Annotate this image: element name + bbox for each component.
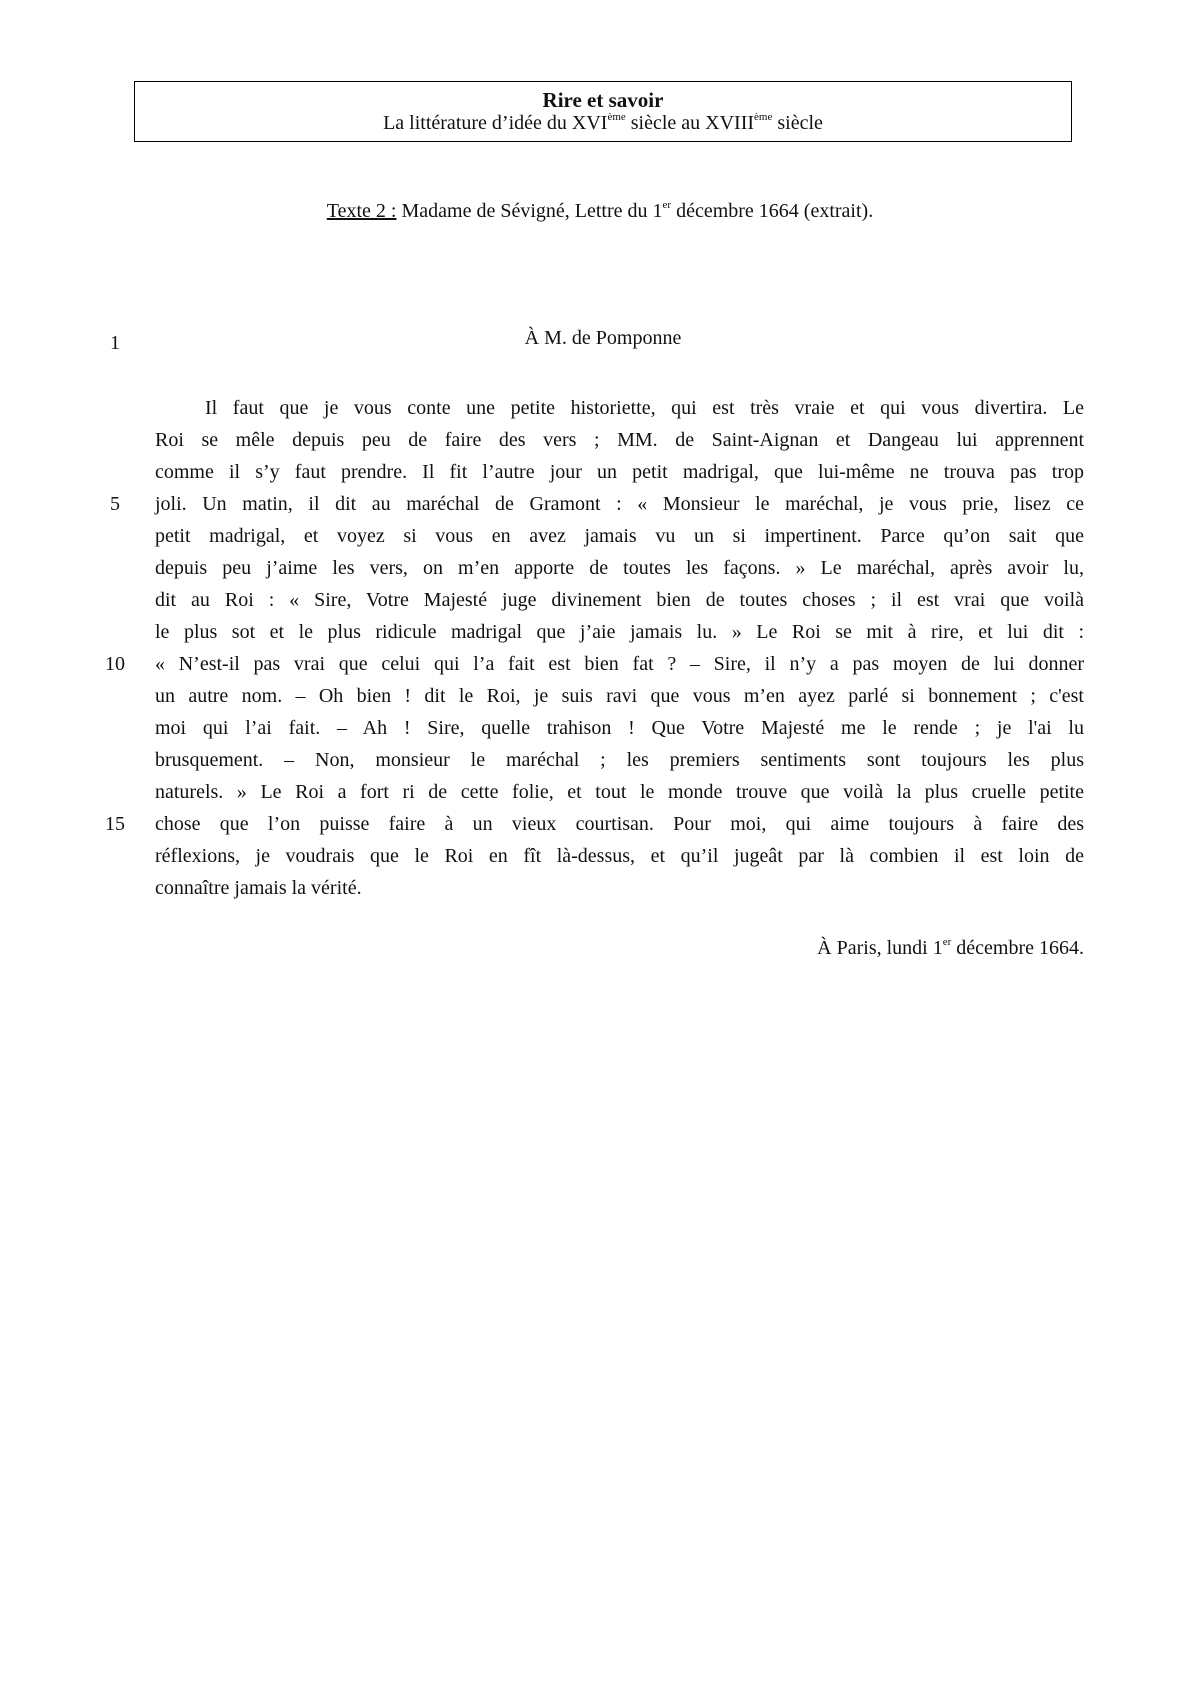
letter-body [155, 392, 1084, 904]
document-title: Rire et savoir [542, 88, 664, 112]
line-number: 1 [110, 332, 120, 354]
line-number: 5 [110, 493, 120, 515]
text-line: joli. Un matin, il dit au maréchal de Gramont : « Monsieur le maréchal, je vous prie, lisez ce [155, 493, 1084, 515]
text-line: un autre nom. – Oh bien ! dit le Roi, je suis ravi que vous m’en ayez parlé si bonnement ; c'est [155, 685, 1084, 707]
text-line: brusquement. – Non, monsieur le maréchal ; les premiers sentiments sont toujours les plus [155, 749, 1084, 771]
signature-part-1: À Paris, lundi 1 [817, 937, 943, 959]
line-number: 10 [105, 653, 125, 675]
letter-address: À M. de Pomponne [524, 327, 682, 349]
text-label: Texte 2 : [326, 200, 397, 222]
subtitle-sup-2: ème [754, 111, 773, 123]
subtitle-part-3: siècle [772, 112, 823, 134]
text-line: depuis peu j’aime les vers, on m’en apporte de toutes les façons. » Le maréchal, après avoir lu, [155, 557, 1084, 579]
text-ref-part-1: Madame de Sévigné, Lettre du 1 [396, 200, 663, 222]
text-line: réflexions, je voudrais que le Roi en fît là-dessus, et qu’il jugeât par là combien il est loin de [155, 845, 1084, 867]
text-line: dit au Roi : « Sire, Votre Majesté juge divinement bien de toutes choses ; il est vrai que voilà [155, 589, 1084, 611]
text-line: comme il s’y faut prendre. Il fit l’autre jour un petit madrigal, que lui-même ne trouva pas trop [155, 461, 1084, 483]
text-line: « N’est-il pas vrai que celui qui l’a fait est bien fat ? – Sire, il n’y a pas moyen de lui donner [155, 653, 1084, 675]
text-line: moi qui l’ai fait. – Ah ! Sire, quelle trahison ! Que Votre Majesté me le rende ; je l'ai lu [155, 717, 1084, 739]
text-line: petit madrigal, et voyez si vous en avez jamais vu un si impertinent. Parce qu’on sait que [155, 525, 1084, 547]
text-ref-sup: er [662, 199, 672, 211]
text-line: naturels. » Le Roi a fort ri de cette folie, et tout le monde trouve que voilà la plus cruelle petite [155, 781, 1084, 803]
text-line: connaître jamais la vérité. [155, 877, 362, 899]
subtitle-sup-1: ème [607, 111, 626, 123]
text-line: chose que l’on puisse faire à un vieux courtisan. Pour moi, qui aime toujours à faire des [155, 813, 1084, 835]
letter-signature [817, 937, 1084, 960]
text-line: Il faut que je vous conte une petite historiette, qui est très vraie et qui vous divertira. Le [205, 397, 1084, 419]
signature-part-2: décembre 1664. [951, 937, 1084, 959]
text-reference [0, 200, 1200, 223]
signature-sup: er [942, 936, 952, 948]
subtitle-part-1: La littérature d’idée du XVI [383, 112, 608, 134]
subtitle-part-2: siècle au XVIII [625, 112, 755, 134]
line-number: 15 [105, 813, 125, 835]
document-subtitle [135, 111, 1071, 135]
text-ref-part-2: décembre 1664 (extrait). [671, 200, 874, 222]
text-line: Roi se mêle depuis peu de faire des vers ; MM. de Saint-Aignan et Dangeau lui apprennent [155, 429, 1084, 451]
title-box [134, 81, 1072, 142]
text-line: le plus sot et le plus ridicule madrigal que j’aie jamais lu. » Le Roi se mit à rire, et lui dit : [155, 621, 1084, 643]
